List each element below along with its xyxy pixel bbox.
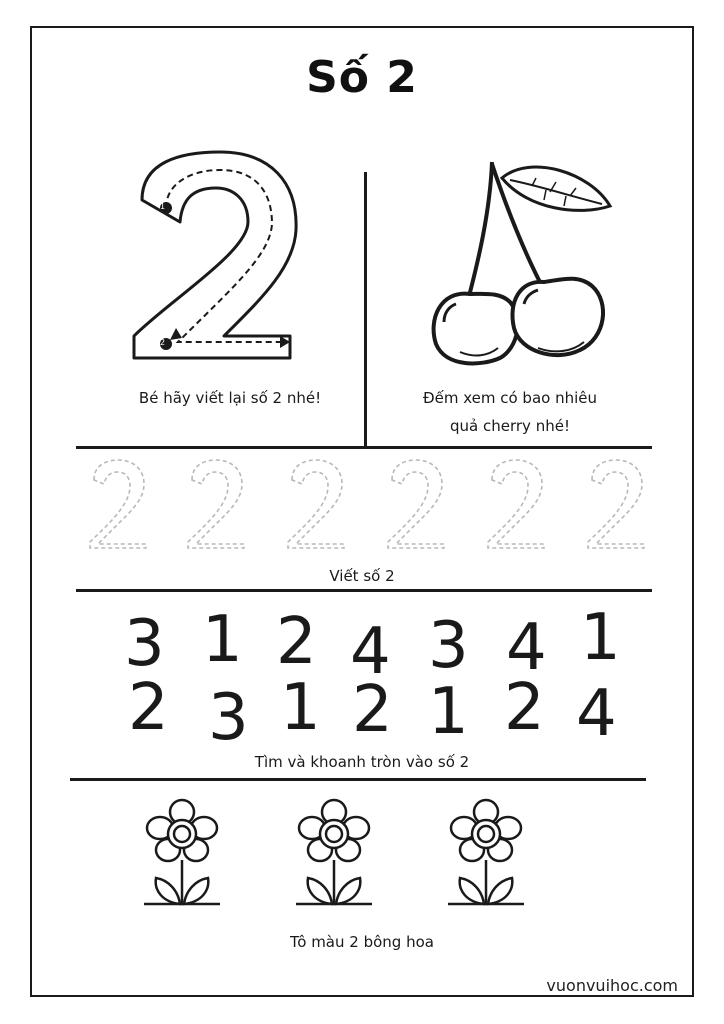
section-divider [76, 589, 652, 592]
dashed-digit-2-trace [384, 456, 448, 552]
trace-caption: Bé hãy viết lại số 2 nhé! [138, 389, 322, 407]
dashed-digit-2-trace [86, 456, 150, 552]
count-caption-line-2: quả cherry nhé! [450, 417, 570, 435]
dashed-digit-2-trace [584, 456, 648, 552]
section-divider [76, 446, 652, 449]
brand-watermark: vuonvuihoc.com [546, 976, 678, 995]
big-number-two-tracing [120, 140, 320, 370]
write-caption: Viết số 2 [329, 567, 395, 585]
cherry-illustration [420, 152, 620, 372]
find-digit-row2-7[interactable]: 4 [576, 677, 617, 751]
find-digit-row2-5[interactable]: 1 [428, 675, 469, 749]
stroke-number-1: 1 [160, 202, 166, 211]
flower-illustration[interactable] [292, 798, 376, 908]
vertical-divider [364, 172, 367, 448]
find-digit-row1-1[interactable]: 3 [124, 607, 165, 681]
count-caption-line-1: Đếm xem có bao nhiêu [422, 389, 598, 407]
find-digit-row1-3[interactable]: 2 [276, 605, 317, 679]
flower-illustration[interactable] [140, 798, 224, 908]
flower-illustration[interactable] [444, 798, 528, 908]
find-digit-row1-4[interactable]: 4 [350, 615, 391, 689]
stroke-number-2: 2 [160, 338, 166, 347]
dashed-digit-2-trace [284, 456, 348, 552]
find-digit-row2-2[interactable]: 3 [208, 681, 249, 755]
find-digit-row1-5[interactable]: 3 [428, 609, 469, 683]
find-digit-row2-1[interactable]: 2 [128, 671, 169, 745]
color-caption: Tô màu 2 bông hoa [290, 933, 434, 951]
find-digit-row1-2[interactable]: 1 [202, 603, 243, 677]
find-digit-row2-3[interactable]: 1 [280, 671, 321, 745]
section-divider [70, 778, 646, 781]
dashed-digit-2-trace [484, 456, 548, 552]
find-caption: Tìm và khoanh tròn vào số 2 [254, 753, 470, 771]
find-digit-row2-6[interactable]: 2 [504, 671, 545, 745]
page-title: Số 2 [306, 52, 418, 103]
find-digit-row1-6[interactable]: 4 [506, 611, 547, 685]
dashed-digit-2-trace [184, 456, 248, 552]
find-digit-row2-4[interactable]: 2 [352, 673, 393, 747]
find-digit-row1-7[interactable]: 1 [580, 601, 621, 675]
